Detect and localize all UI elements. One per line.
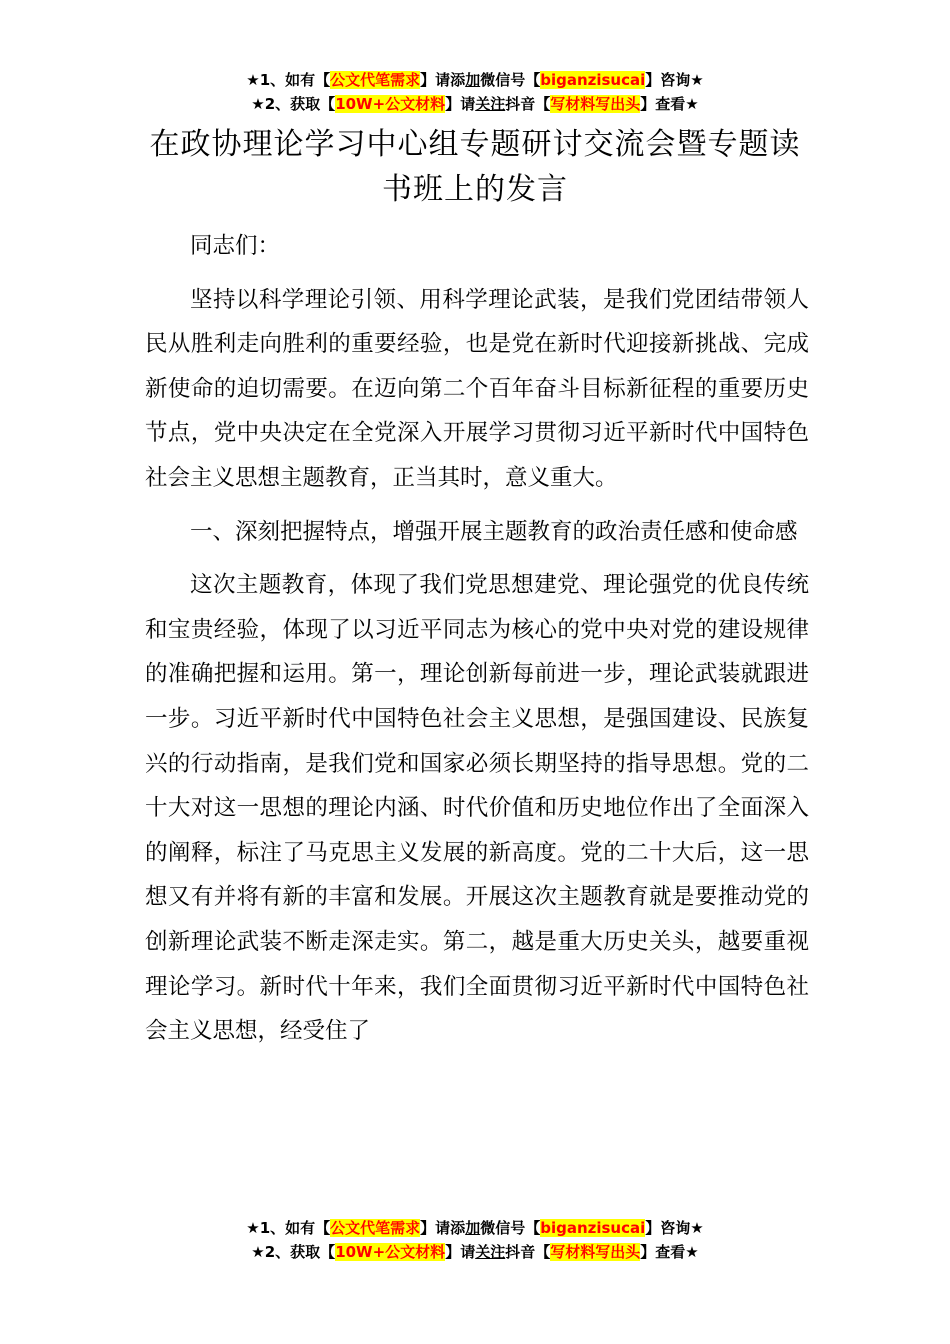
footer-banner: [0, 1216, 950, 1264]
banner-text: ★2、获取【: [251, 1243, 336, 1261]
banner-text: ★1、如有【: [246, 1219, 331, 1237]
salutation: 同志们：: [190, 233, 281, 259]
banner-text: 】查看★: [640, 95, 699, 113]
banner-highlight: 写材料写出头: [550, 1243, 641, 1261]
banner-text: 微信号【: [480, 1219, 541, 1237]
banner-text: 】请: [445, 1243, 476, 1261]
banner-text: ★2、获取【: [251, 95, 336, 113]
section-heading: 一、深刻把握特点，增强开展主题教育的政治责任感和使命感: [190, 518, 798, 545]
banner-highlight: 公文代笔需求: [330, 71, 421, 89]
banner-text: 微信号【: [480, 71, 541, 89]
banner-text: 】请: [445, 95, 476, 113]
banner-text: ★1、如有【: [246, 71, 331, 89]
banner-underlined-text: 关注: [475, 1243, 506, 1261]
banner-line-1: [0, 1216, 950, 1240]
banner-highlight: 10W+公文材料: [335, 95, 446, 113]
header-banner: [0, 68, 950, 116]
banner-line-2: [0, 92, 950, 116]
document-body: [145, 224, 809, 1063]
body-paragraph: 坚持以科学理论引领、用科学理论武装，是我们党团结带领人民从胜利走向胜利的重要经验，也是党在新时代迎接新挑战、完成新使命的迫切需要。在迈向第二个百年奋斗目标新征程的重要历史节点，党中央决定在全党深入开展学习贯彻习近平新时代中国特色社会主义思想主题教育，正当其时，意义重大。: [145, 286, 809, 491]
document-title: 在政协理论学习中心组专题研讨交流会暨专题读书班上的发言: [149, 127, 801, 207]
banner-highlight: 10W+公文材料: [335, 1243, 446, 1261]
banner-line-2: [0, 1240, 950, 1264]
banner-text: 】请添: [420, 71, 466, 89]
banner-underlined-text: 加: [465, 1219, 481, 1237]
banner-text: 抖音【: [505, 95, 551, 113]
banner-text: 】咨询★: [645, 71, 704, 89]
banner-underlined-text: 关注: [475, 95, 506, 113]
banner-text: 】查看★: [640, 1243, 699, 1261]
banner-text: 】请添: [420, 1219, 466, 1237]
banner-underlined-text: 加: [465, 71, 481, 89]
banner-highlight: 公文代笔需求: [330, 1219, 421, 1237]
banner-highlight: 写材料写出头: [550, 95, 641, 113]
banner-highlight: biganzisucai: [540, 71, 646, 89]
banner-text: 】咨询★: [645, 1219, 704, 1237]
banner-line-1: [0, 68, 950, 92]
body-paragraph: 这次主题教育，体现了我们党思想建党、理论强党的优良传统和宝贵经验，体现了以习近平同志为核心的党中央对党的建设规律的准确把握和运用。第一，理论创新每前进一步，理论武装就跟进一步。习近平新时代中国特色社会主义思想，是强国建设、民族复兴的行动指南，是我们党和国家必须长期坚持的指导思想。党的二十大对这一思想的理论内涵、时代价值和历史地位作出了全面深入的阐释，标注了马克思主义发展的新高度。党的二十大后，这一思想又有并将有新的丰富和发展。开展这次主题教育就是要推动党的创新理论武装不断走深走实。第二，越是重大历史关头，越要重视理论学习。新时代十年来，我们全面贯彻习近平新时代中国特色社会主义思想，经受住了: [145, 572, 809, 1045]
banner-highlight: biganzisucai: [540, 1219, 646, 1237]
banner-text: 抖音【: [505, 1243, 551, 1261]
